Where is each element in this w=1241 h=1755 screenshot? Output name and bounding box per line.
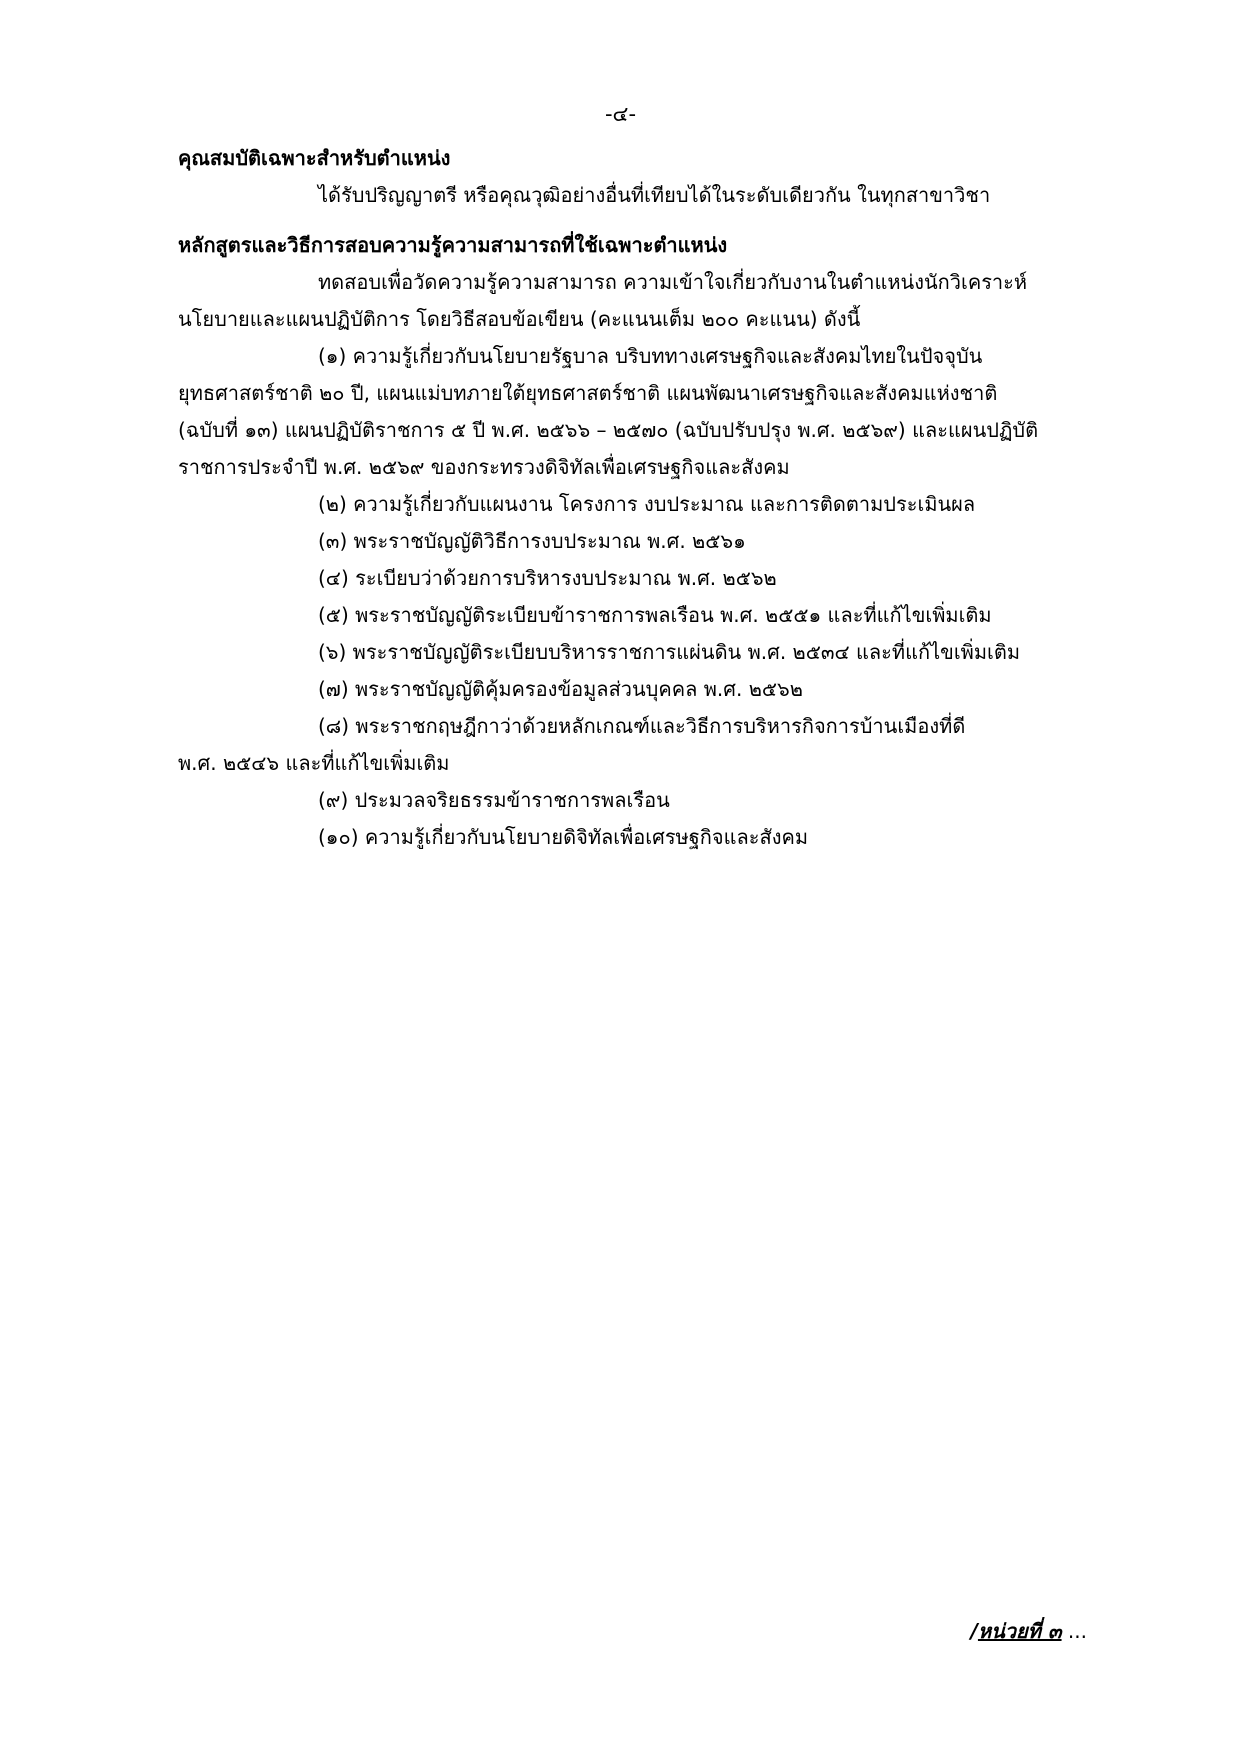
exam-item-4: (๔) ระเบียบว่าด้วยการบริหารงบประมาณ พ.ศ. ๒๕๖๒: [318, 566, 777, 590]
footer-ellipsis: ...: [1061, 1619, 1087, 1643]
exam-item-6: (๖) พระราชบัญญัติระเบียบบริหารราชการแผ่นดิน พ.ศ. ๒๕๓๔ และที่แก้ไขเพิ่มเติม: [318, 640, 1021, 664]
exam-item-9: (๙) ประมวลจริยธรรมข้าราชการพลเรือน: [318, 788, 670, 812]
next-unit-marker: หน่วยที่ ๓: [977, 1619, 1062, 1643]
exam-item-3: (๓) พระราชบัญญัติวิธีการงบประมาณ พ.ศ. ๒๕๖๑: [318, 529, 746, 553]
footer-slash: /: [970, 1619, 978, 1643]
exam-item-8-line-1: (๘) พระราชกฤษฎีกาว่าด้วยหลักเกณฑ์และวิธีการบริหารกิจการบ้านเมืองที่ดี: [318, 714, 966, 738]
exam-item-1-line-2: ยุทธศาสตร์ชาติ ๒๐ ปี, แผนแม่บทภายใต้ยุทธศาสตร์ชาติ แผนพัฒนาเศรษฐกิจและสังคมแห่งชาติ: [178, 381, 998, 405]
exam-item-7: (๗) พระราชบัญญัติคุ้มครองข้อมูลส่วนบุคคล พ.ศ. ๒๕๖๒: [318, 677, 803, 701]
section-heading-exam-syllabus: หลักสูตรและวิธีการสอบความรู้ความสามารถที่ใช้เฉพาะตำแหน่ง: [178, 233, 728, 257]
qualifications-text: ได้รับปริญญาตรี หรือคุณวุฒิอย่างอื่นที่เทียบได้ในระดับเดียวกัน ในทุกสาขาวิชา: [318, 183, 991, 207]
exam-item-1-line-3: (ฉบับที่ ๑๓) แผนปฏิบัติราชการ ๕ ปี พ.ศ. ๒๕๖๖ – ๒๕๗๐ (ฉบับปรับปรุง พ.ศ. ๒๕๖๙) และแผนปฏิบัติ: [178, 418, 1039, 442]
exam-item-1-line-1: (๑) ความรู้เกี่ยวกับนโยบายรัฐบาล บริบททางเศรษฐกิจและสังคมไทยในปัจจุบัน: [318, 344, 983, 368]
exam-item-2: (๒) ความรู้เกี่ยวกับแผนงาน โครงการ งบประมาณ และการติดตามประเมินผล: [318, 492, 976, 516]
exam-intro-line-2: นโยบายและแผนปฏิบัติการ โดยวิธีสอบข้อเขียน (คะแนนเต็ม ๒๐๐ คะแนน) ดังนี้: [178, 307, 861, 331]
section-heading-qualifications: คุณสมบัติเฉพาะสำหรับตำแหน่ง: [178, 146, 451, 170]
exam-item-1-line-4: ราชการประจำปี พ.ศ. ๒๕๖๙ ของกระทรวงดิจิทัลเพื่อเศรษฐกิจและสังคม: [178, 455, 790, 479]
exam-item-5: (๕) พระราชบัญญัติระเบียบข้าราชการพลเรือน พ.ศ. ๒๕๕๑ และที่แก้ไขเพิ่มเติม: [318, 603, 992, 627]
exam-item-8-line-2: พ.ศ. ๒๕๔๖ และที่แก้ไขเพิ่มเติม: [178, 751, 450, 775]
continued-footer: [971, 1615, 1087, 1647]
exam-intro-line-1: ทดสอบเพื่อวัดความรู้ความสามารถ ความเข้าใจเกี่ยวกับงานในตำแหน่งนักวิเคราะห์: [318, 270, 1028, 294]
page-number: -๔-: [604, 102, 637, 126]
exam-item-10: (๑๐) ความรู้เกี่ยวกับนโยบายดิจิทัลเพื่อเศรษฐกิจและสังคม: [318, 825, 809, 849]
